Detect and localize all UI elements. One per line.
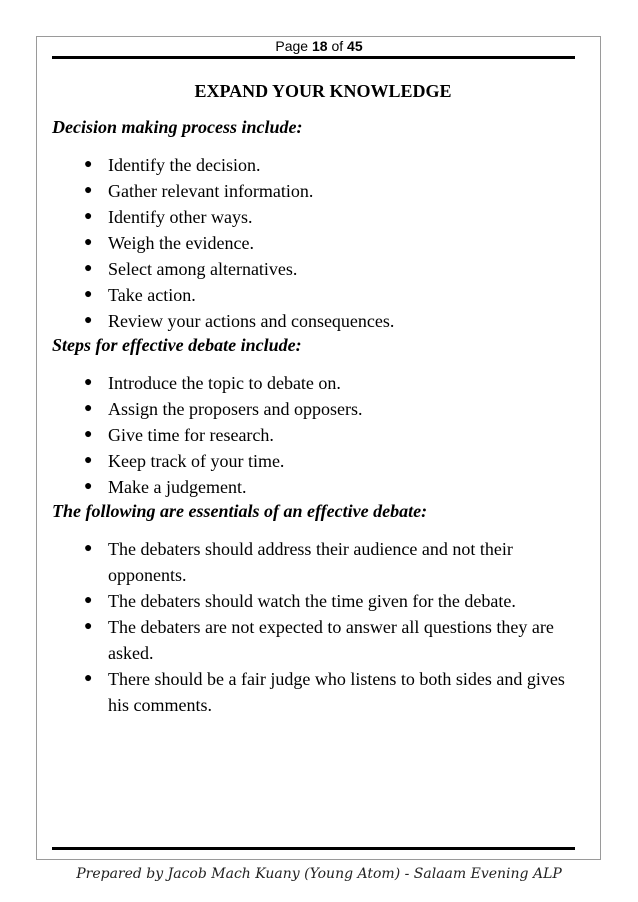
decision-list xyxy=(52,152,582,334)
list-item: ● Keep track of your time. xyxy=(52,448,582,474)
bullet-icon: ● xyxy=(84,671,93,686)
list-item: ● There should be a fair judge who listens to both sides and gives his comments. xyxy=(52,666,574,718)
section-heading-essentials: The following are essentials of an effective debate: xyxy=(52,501,428,521)
bullet-icon: ● xyxy=(84,401,93,416)
list-item: ● Make a judgement. xyxy=(52,474,582,500)
page-content xyxy=(52,80,582,718)
bullet-icon: ● xyxy=(84,261,93,276)
footer-rule xyxy=(52,847,575,850)
list-item: ● The debaters should address their audience and not their opponents. xyxy=(52,536,574,588)
page-header xyxy=(0,36,638,56)
bullet-icon: ● xyxy=(84,541,93,556)
bullet-icon: ● xyxy=(84,453,93,468)
bullet-icon: ● xyxy=(84,427,93,442)
section-heading-decision: Decision making process include: xyxy=(52,117,303,137)
bullet-icon: ● xyxy=(84,479,93,494)
bullet-icon: ● xyxy=(84,313,93,328)
page-number: 18 xyxy=(311,38,328,54)
page-title: EXPAND YOUR KNOWLEDGE xyxy=(194,81,452,101)
page-of: of xyxy=(331,38,344,54)
list-item: ● Introduce the topic to debate on. xyxy=(52,370,582,396)
page-label: Page xyxy=(275,38,309,54)
page-footer: Prepared by Jacob Mach Kuany (Young Atom) - Salaam Evening ALP xyxy=(76,866,562,882)
list-item: ● Identify the decision. xyxy=(52,152,582,178)
page-total: 45 xyxy=(347,38,363,54)
bullet-icon: ● xyxy=(84,593,93,608)
list-item: ● Give time for research. xyxy=(52,422,582,448)
bullet-icon: ● xyxy=(84,157,93,172)
list-item: ● Review your actions and consequences. xyxy=(52,308,582,334)
list-item: ● The debaters should watch the time given for the debate. xyxy=(52,588,574,614)
list-item: ● Select among alternatives. xyxy=(52,256,582,282)
bullet-icon: ● xyxy=(84,375,93,390)
list-item: ● The debaters are not expected to answer all questions they are asked. xyxy=(52,614,574,666)
debate-steps-list xyxy=(52,370,582,500)
list-item: ● Identify other ways. xyxy=(52,204,582,230)
bullet-icon: ● xyxy=(84,209,93,224)
list-item: ● Weigh the evidence. xyxy=(52,230,582,256)
bullet-icon: ● xyxy=(84,183,93,198)
bullet-icon: ● xyxy=(84,287,93,302)
bullet-icon: ● xyxy=(84,619,93,634)
essentials-list xyxy=(52,536,574,718)
section-heading-debate-steps: Steps for effective debate include: xyxy=(52,335,302,355)
list-item: ● Take action. xyxy=(52,282,582,308)
header-rule xyxy=(52,56,575,59)
list-item: ● Gather relevant information. xyxy=(52,178,582,204)
list-item: ● Assign the proposers and opposers. xyxy=(52,396,582,422)
bullet-icon: ● xyxy=(84,235,93,250)
